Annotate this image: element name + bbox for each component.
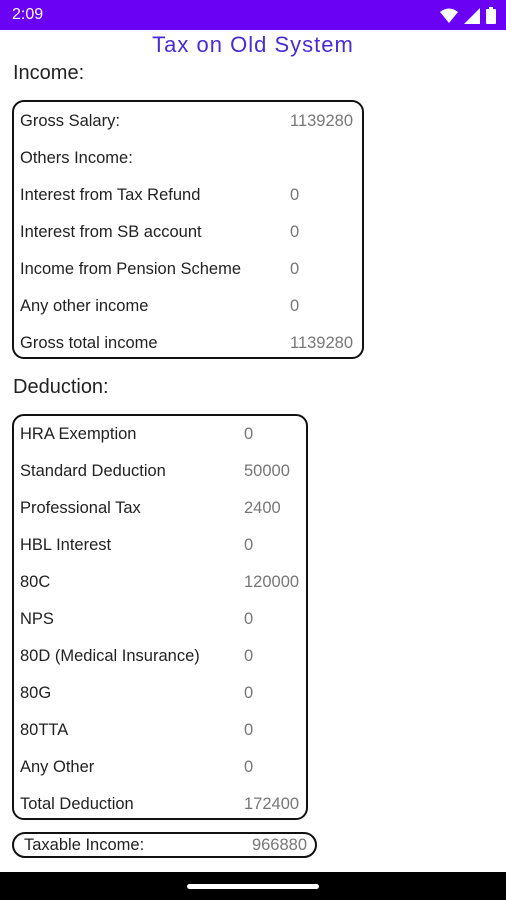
row-label: HRA Exemption: [20, 425, 137, 443]
row-label: 80G: [20, 684, 52, 702]
row-value[interactable]: 0: [290, 260, 300, 278]
row-value: 1139280: [290, 334, 354, 352]
wifi-icon: [440, 8, 458, 24]
row-label: 80C: [20, 573, 51, 591]
status-bar: [0, 0, 506, 30]
row-label: Professional Tax: [20, 499, 141, 517]
row-label: Standard Deduction: [20, 462, 166, 480]
home-gesture-handle[interactable]: [187, 884, 319, 889]
deduction-card: [12, 414, 308, 820]
taxable-income-box: [12, 832, 317, 858]
row-value[interactable]: 0: [244, 425, 254, 443]
taxable-income-value: 966880: [251, 836, 307, 854]
status-icons: [440, 7, 496, 24]
row-value[interactable]: 0: [290, 297, 300, 315]
battery-icon: [486, 7, 496, 24]
row-label: Gross total income: [20, 334, 158, 352]
row-label: HBL Interest: [20, 536, 112, 554]
row-value[interactable]: 0: [244, 758, 254, 776]
income-card: [12, 100, 364, 359]
row-label: Any Other: [20, 758, 95, 776]
row-label: Income from Pension Scheme: [20, 260, 242, 278]
status-time: 2:09: [12, 6, 44, 23]
row-value[interactable]: 1139280: [290, 112, 354, 130]
row-value[interactable]: 0: [290, 223, 300, 241]
row-value[interactable]: 0: [244, 647, 254, 665]
income-section-label: Income:: [13, 62, 85, 84]
row-value: 172400: [244, 795, 300, 813]
row-label: NPS: [20, 610, 54, 628]
row-value[interactable]: 0: [244, 536, 254, 554]
row-label: Gross Salary:: [20, 112, 120, 130]
row-label: 80TTA: [20, 721, 69, 739]
deduction-section-label: Deduction:: [13, 376, 109, 398]
row-value[interactable]: 120000: [244, 573, 300, 591]
row-value[interactable]: 0: [244, 684, 254, 702]
taxable-income-label: Taxable Income:: [24, 836, 145, 854]
row-label: Any other income: [20, 297, 149, 315]
row-value[interactable]: 0: [244, 610, 254, 628]
row-value[interactable]: 50000: [244, 462, 290, 480]
row-label: 80D (Medical Insurance): [20, 647, 200, 665]
row-label: Others Income:: [20, 149, 133, 167]
row-label: Interest from Tax Refund: [20, 186, 201, 204]
row-value[interactable]: 2400: [244, 499, 281, 517]
page-title: Tax on Old System: [152, 32, 354, 57]
cell-signal-icon: [464, 8, 480, 24]
row-value[interactable]: 0: [244, 721, 254, 739]
row-value[interactable]: 0: [290, 186, 300, 204]
navigation-bar: [0, 872, 506, 900]
row-label: Interest from SB account: [20, 223, 202, 241]
row-label: Total Deduction: [20, 795, 134, 813]
